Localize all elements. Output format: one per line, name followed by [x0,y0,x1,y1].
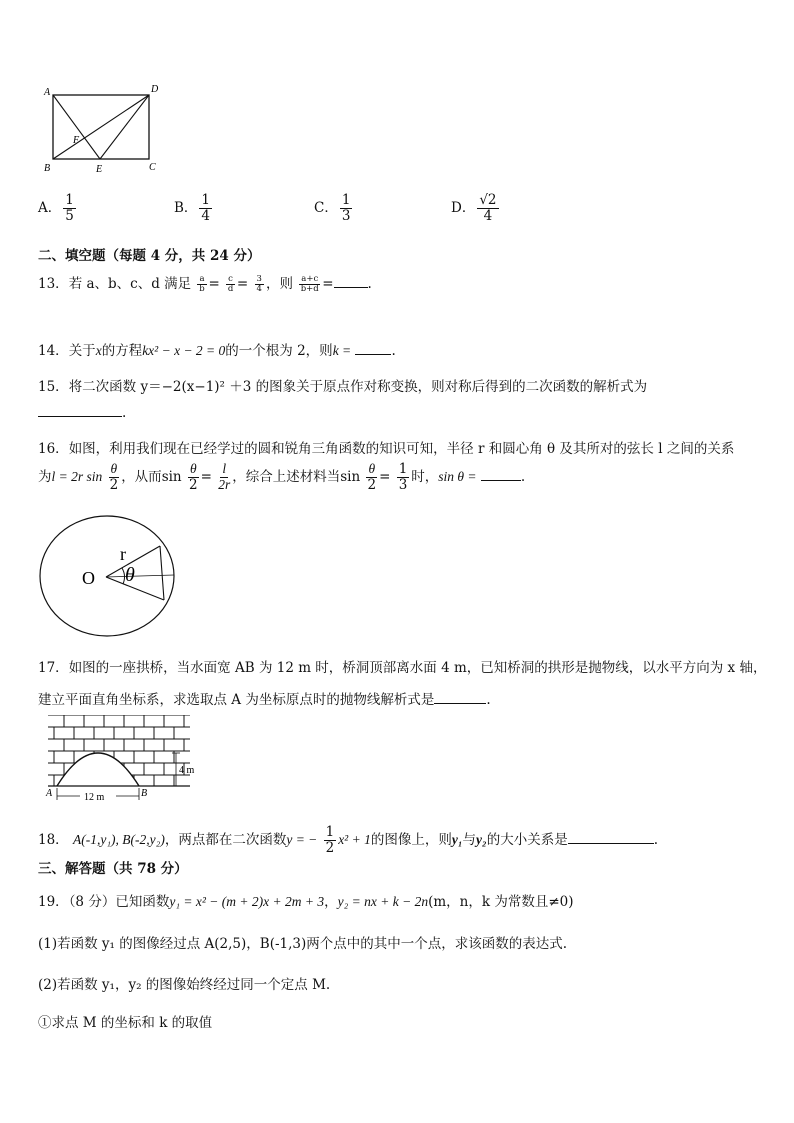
label-E: E [96,164,103,175]
q12-option-a: A． $\frac{1}{5}$ [38,192,74,224]
answer-blank-18[interactable] [568,831,654,844]
question-19-part1: (1)若函数 y₁ 的图像经过点 A(2,5)，B(-1,3)两个点中的其中一个点，求该函数的表达式. [38,936,568,952]
question-17-line2: 建立平面直角坐标系，求选取点 A 为坐标原点时的抛物线解析式是 . [38,692,491,708]
answer-blank-14[interactable] [355,342,391,355]
question-14: 14．关于x的方程kx² − x − 2 = 0的一个根为 2，则k = . [38,343,396,359]
question-15: 15．将二次函数 y＝−2(x−1)² ＋3 的图象关于原点作对称变换，则对称后得到的二次函数的解析式为 [38,379,648,395]
label-4m: 4 m [179,765,195,776]
question-19-sub1: ①求点 M 的坐标和 k 的取值 [38,1015,213,1031]
label-D: D [151,84,159,95]
label-theta: θ [125,564,135,586]
section2-title: 二、填空题（每题 4 分，共 24 分） [38,248,261,264]
answer-blank-15[interactable] [38,404,122,417]
question-18: 18． A(-1,y₁), B(-2,y₂)，两点都在二次函数y = − $\frac{1}{2}$ x² + 1的图像上，则y₁与y₂的大小关系是 . [38,824,659,856]
label-A: A [46,788,53,799]
question-16-line2: 为l = 2r sin $\frac{\theta}{2}$ ，从而sin $\frac{\theta}{2}$ = $\frac{l}{2r}$ ，综合上述材料当sin $\frac{\theta}{2}$ = $\frac{1}{3}$ 时，sin θ = . [38,461,526,493]
label-r: r [120,544,126,564]
section3-title: 三、解答题（共 78 分） [38,861,188,877]
q12-option-b: B． $\frac{1}{4}$ [174,192,211,224]
answer-blank-17[interactable] [434,691,486,704]
q17-arch-bridge-figure [38,712,208,808]
label-B: B [44,163,51,174]
q12-rectangle-figure [40,82,165,177]
question-19: 19．（8 分）已知函数y₁ = x² − (m + 2)x + 2m + 3，y₂ = nx + k − 2n(m，n，k 为常数且≠0) [38,894,574,910]
q12-option-d: D． $\frac{√2}{4}$ [451,192,497,224]
question-19-part2: (2)若函数 y₁，y₂ 的图像始终经过同一个定点 M. [38,977,331,993]
label-12m: 12 m [84,792,105,803]
q16-circle-figure [36,514,186,642]
question-15-answer-line: . [38,404,126,421]
question-13: 13．若 a、b、c、d 满足 $\frac{a}{b}$ = $\frac{c}{d}$ = $\frac{3}{4}$ ，则 $\frac{a+c}{b+d}$ = . [38,273,372,294]
label-A: A [44,87,51,98]
label-O: O [82,568,95,588]
answer-blank-13[interactable] [334,275,368,288]
answer-blank-16[interactable] [481,468,521,481]
label-F: F [73,135,80,146]
label-C: C [149,162,156,173]
q12-option-c: C． $\frac{1}{3}$ [314,192,351,224]
question-17-line1: 17．如图的一座拱桥，当水面宽 AB 为 12 m 时，桥洞顶部离水面 4 m，已知桥洞的拱形是抛物线，以水平方向为 x 轴， [38,660,767,676]
label-B: B [141,788,148,799]
question-16-line1: 16．如图，利用我们现在已经学过的圆和锐角三角函数的知识可知，半径 r 和圆心角 θ 及其所对的弦长 l 之间的关系 [38,441,735,457]
